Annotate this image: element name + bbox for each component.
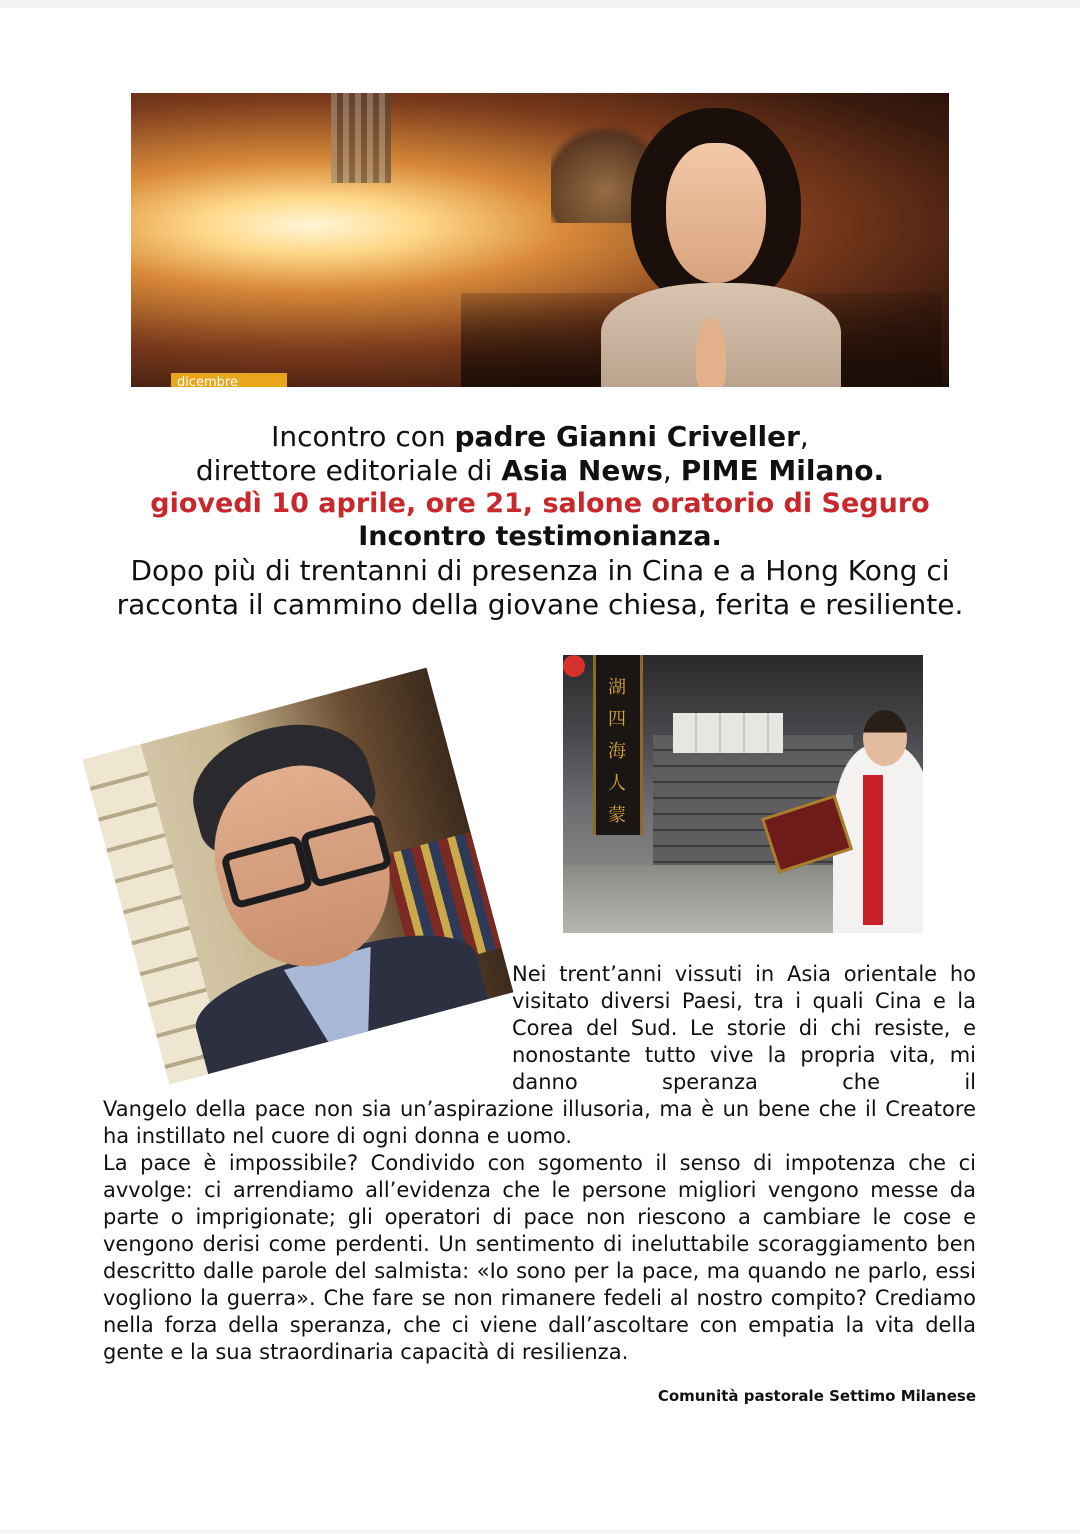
calligraphy-glyph: 四 xyxy=(608,709,626,730)
calligraphy-glyph: 海 xyxy=(608,741,626,762)
banner-date-tag: dicembre xyxy=(171,373,287,387)
event-subtitle: Incontro testimonianza. xyxy=(358,521,722,552)
speaker-name: padre Gianni Criveller xyxy=(454,420,800,453)
headline-prefix: Incontro con xyxy=(271,420,455,453)
portrait-photo xyxy=(83,668,514,1085)
article-paragraph-2: La pace è impossibile? Condivido con sgomento il senso di impotenza che ci avvolge: ci arrendiamo all’evidenza che le persone migliori vengono messe da parte o imprigionate; gli operatori di pace non riescono a cambiare le cose e vengono derisi come perdenti. Un sentimento di ineluttabile scoraggiamento ben descritto dalle parole del salmista: «Io sono per la pace, ma quando ne parlo, essi vogliono la guerra». Che fare se non rimanere fedeli al nostro compito? Crediamo nella forza della speranza, che ci viene dall’ascoltare con empatia la vita della gente e la sua straordinaria capacità di resilienza. xyxy=(103,1151,976,1364)
role-prefix: direttore editoriale di xyxy=(195,454,502,487)
role-separator: , xyxy=(662,454,681,487)
girl-head xyxy=(863,710,907,766)
article-paragraph-1-continued: Vangelo della pace non sia un’aspirazione illusoria, ma è un bene che il Creatore ha instillato nel cuore di ogni donna e uomo. xyxy=(103,1097,976,1148)
event-details: giovedì 10 aprile, ore 21, salone oratorio di Seguro xyxy=(150,488,930,519)
church-photo xyxy=(563,655,923,933)
calligraphy-glyph: 人 xyxy=(608,773,626,794)
praying-hands xyxy=(696,318,726,387)
calligraphy-glyph: 蒙 xyxy=(608,805,626,826)
woman-face xyxy=(666,143,766,283)
headline-line-1 xyxy=(0,420,1080,453)
event-description: Dopo più di trentanni di presenza in Cina e a Hong Kong ci racconta il cammino della giovane chiesa, ferita e resiliente. xyxy=(116,554,964,621)
headline-comma: , xyxy=(799,420,809,453)
signature: Comunità pastorale Settimo Milanese xyxy=(657,1387,976,1405)
white-crenellation xyxy=(673,713,783,753)
flyer-page xyxy=(0,8,1080,1530)
org-pime: PIME Milano. xyxy=(680,454,885,487)
red-lantern xyxy=(563,655,585,677)
church-window xyxy=(331,93,391,183)
article-paragraph-1-wrapped: Nei trent’anni vissuti in Asia orientale ho visitato diversi Paesi, tra i quali Cina e la Corea del Sud. Le storie di chi resiste, e nonostante tutto vive la propria vita, mi danno speranza che il xyxy=(512,962,976,1094)
robe-red-stole xyxy=(863,775,883,925)
banner-photo xyxy=(131,93,949,387)
org-asia-news: Asia News xyxy=(501,454,663,487)
headline-line-2 xyxy=(0,454,1080,487)
calligraphy-glyph: 湖 xyxy=(608,677,626,698)
